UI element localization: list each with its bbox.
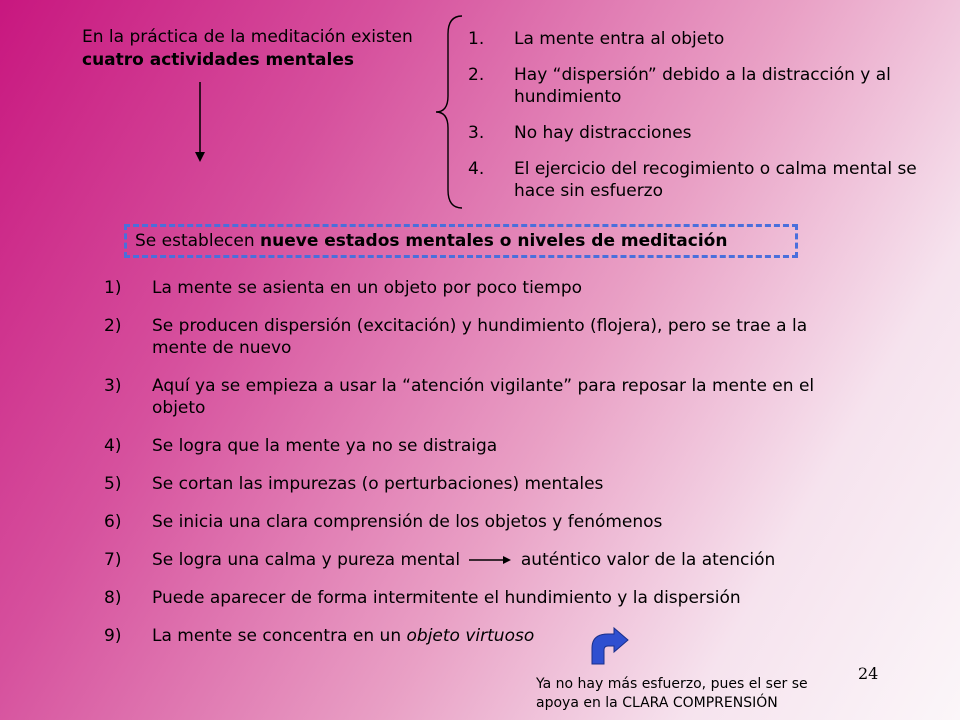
arrow-down-icon [193,82,207,164]
footnote-line-1: Ya no hay más esfuerzo, pues el ser se [536,676,808,692]
list-item: 1) La mente se asienta en un objeto por poco tiempo [104,278,583,298]
intro-text [82,26,413,72]
arrow-right-icon [467,554,513,566]
list-item: 4. El ejercicio del recogimiento o calma mental se hace sin esfuerzo [468,159,917,201]
page-number: 24 [858,664,879,683]
list-item: 4) Se logra que la mente ya no se distraiga [104,436,498,456]
curly-brace-icon [432,14,468,210]
nine-states-list [104,277,864,663]
nine-states-box [124,224,798,258]
footnote [536,675,808,713]
activities-list [468,28,928,216]
list-item: 9) La mente se concentra en un objeto virtuoso [104,626,535,646]
list-item: 1. La mente entra al objeto [468,29,725,49]
box-prefix: Se establecen [135,231,261,251]
intro-line-1: En la práctica de la meditación existen [82,27,413,47]
footnote-line-2: apoya en la CLARA COMPRENSIÓN [536,695,778,711]
list-item: 6) Se inicia una clara comprensión de los objetos y fenómenos [104,512,663,532]
list-item: 5) Se cortan las impurezas (o perturbaciones) mentales [104,474,604,494]
list-item: 8) Puede aparecer de forma intermitente el hundimiento y la dispersión [104,588,741,608]
list-item: 7) Se logra una calma y pureza mental auténtico valor de la atención [104,550,776,570]
list-item: 3. No hay distracciones [468,123,692,143]
curved-arrow-icon [586,626,632,666]
list-item: 2. Hay “dispersión” debido a la distracción y al hundimiento [468,65,891,107]
intro-line-2: cuatro actividades mentales [82,50,354,70]
list-item: 2) Se producen dispersión (excitación) y hundimiento (flojera), pero se trae a la mente de nuevo [104,316,808,358]
list-item: 3) Aquí ya se empieza a usar la “atención vigilante” para reposar la mente en el objeto [104,376,815,418]
box-bold-text: nueve estados mentales o niveles de meditación [260,231,728,251]
